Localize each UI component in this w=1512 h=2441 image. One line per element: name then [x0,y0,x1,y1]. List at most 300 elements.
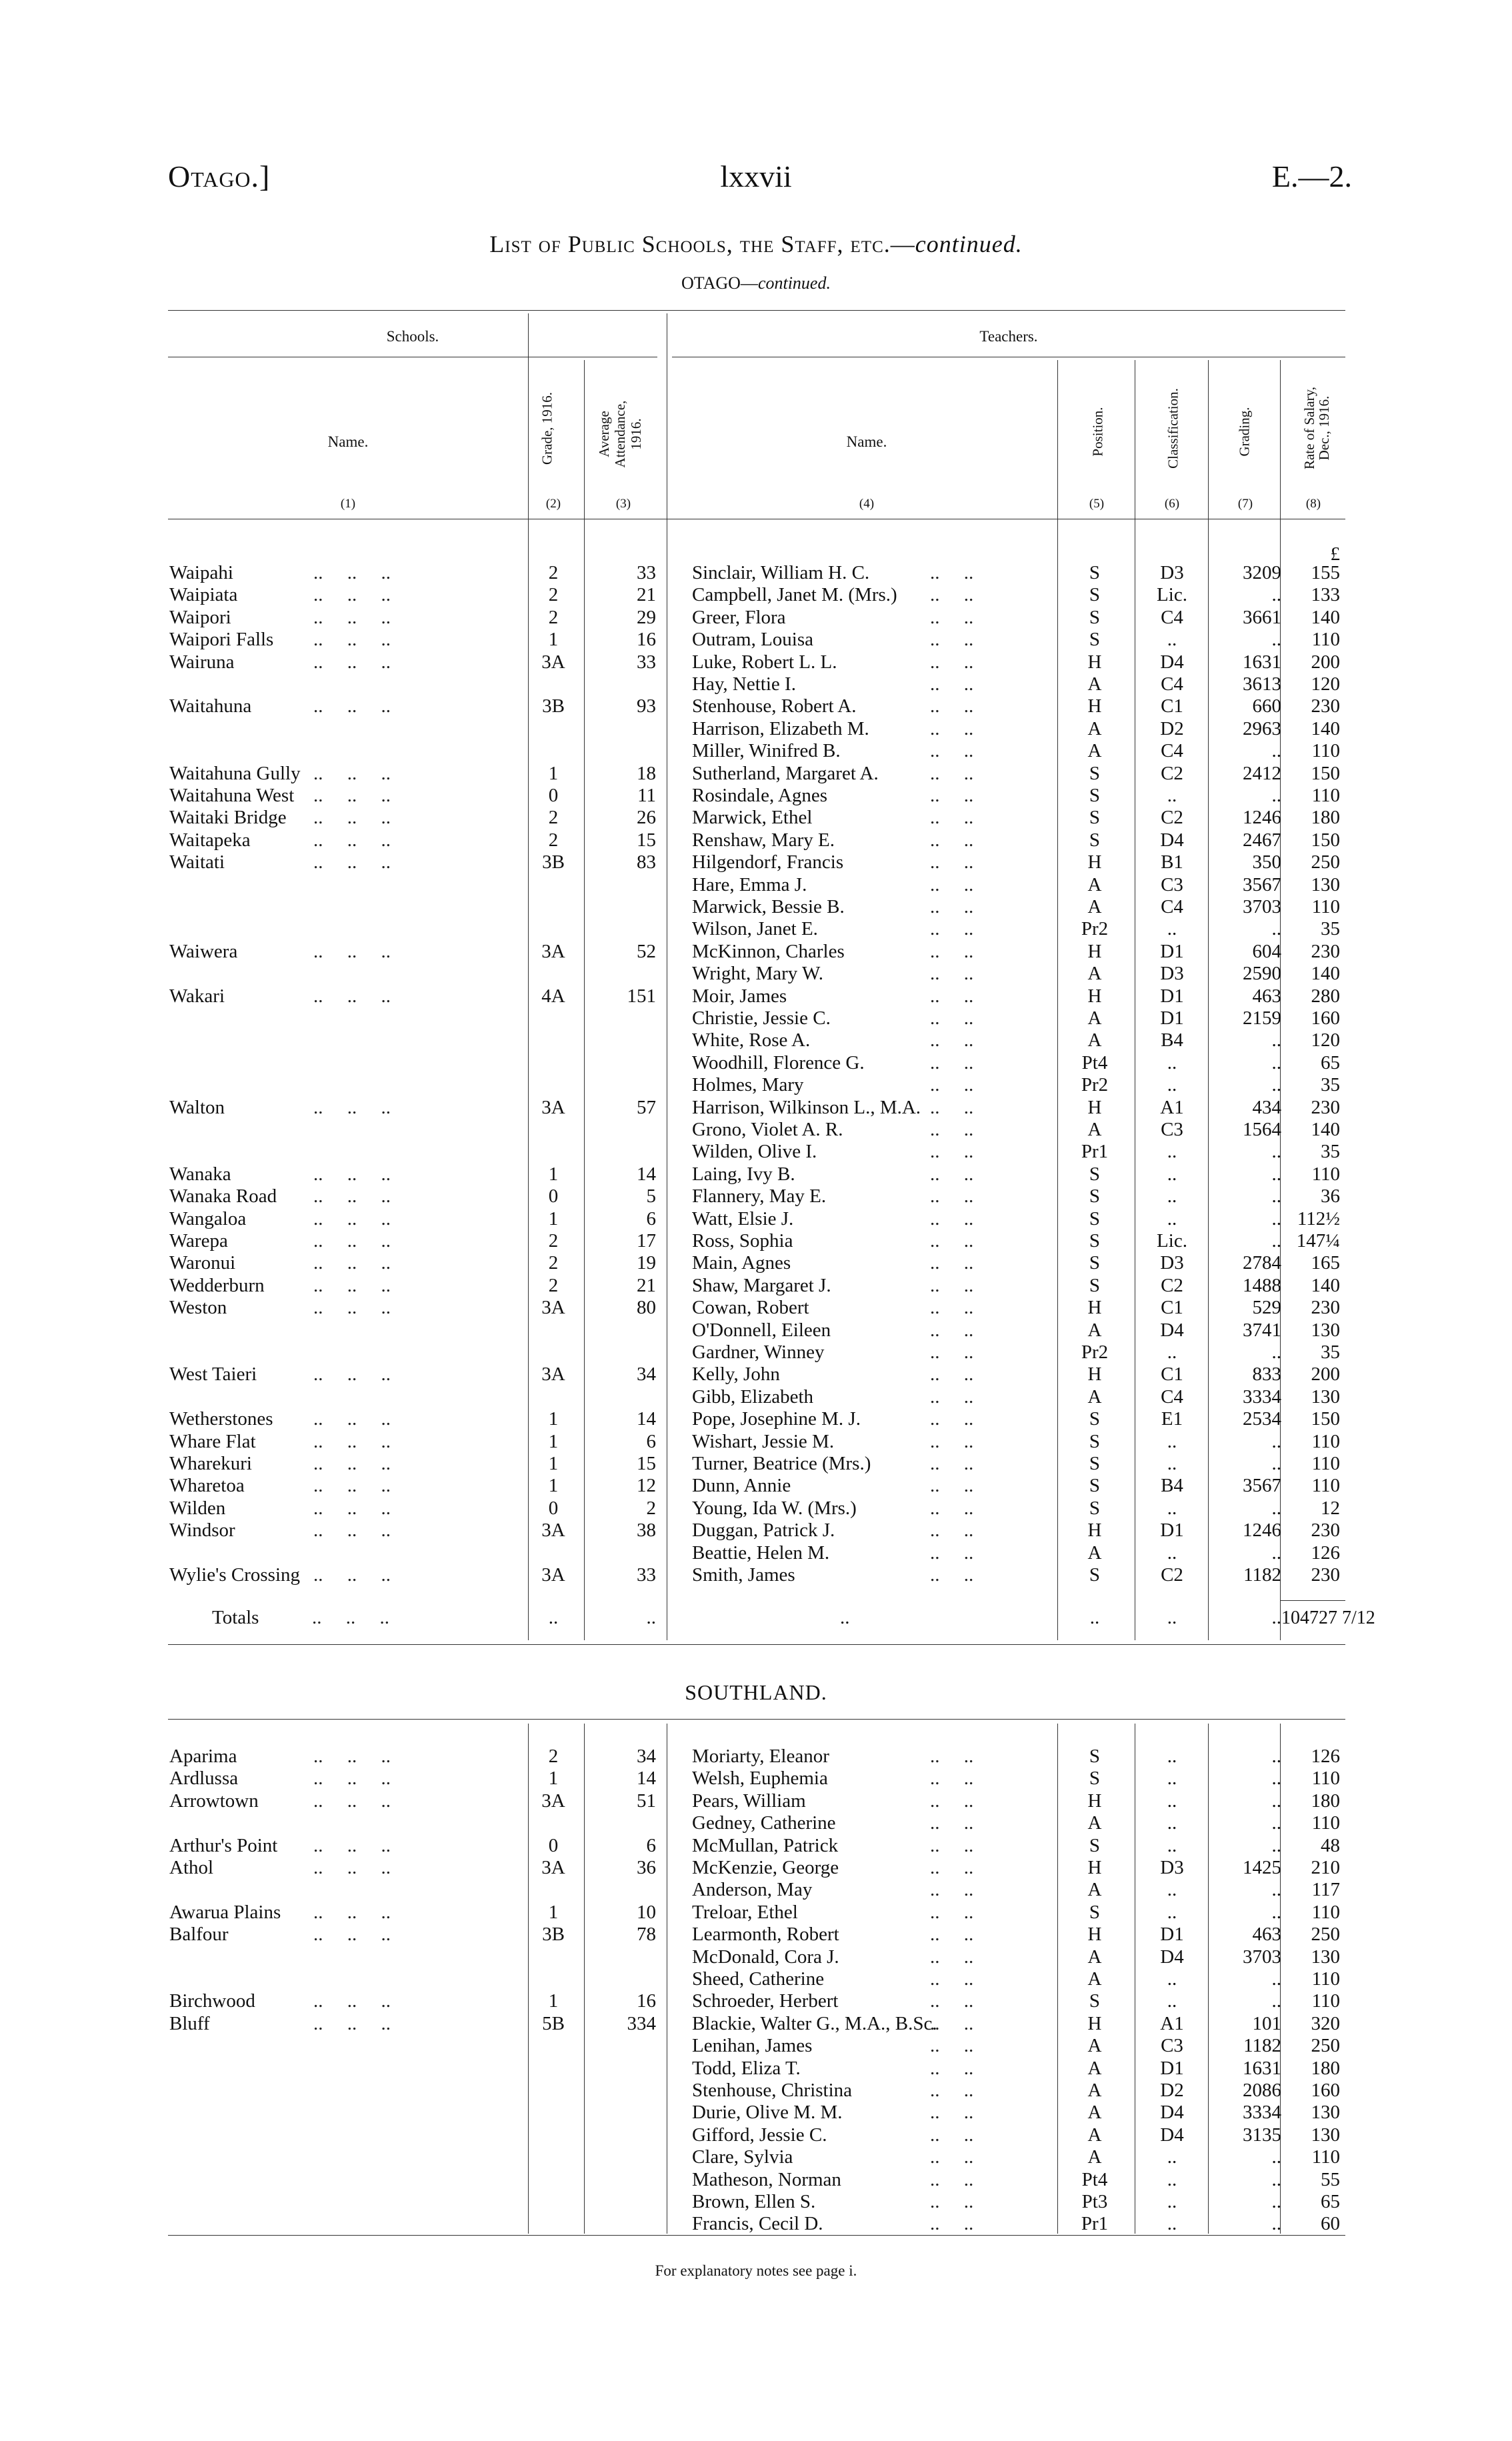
table-row [0,1564,1512,1586]
grade-cell: 2 [548,606,559,628]
teacher-name: Gibb, Elizabeth [692,1386,814,1408]
leader-dots: .. .. .. [313,651,391,673]
salary-cell: 165 [1311,1252,1340,1274]
salary-cell: 130 [1311,1319,1340,1341]
salary-cell: 126 [1311,1542,1340,1564]
leader-dots: .. .. .. [313,829,391,851]
salary-cell: 35 [1321,1074,1340,1096]
table-row [0,1542,1512,1564]
school-name: Warepa [169,1230,228,1252]
school-name: Waipori [169,606,231,628]
classification-cell: .. [1167,1430,1177,1452]
table-row [0,1185,1512,1207]
grading-cell: .. [1271,1790,1281,1812]
grade-cell: 1 [548,1901,559,1923]
salary-cell: 110 [1311,1768,1340,1790]
grading-cell: .. [1271,785,1281,806]
leader-dots: .. .. .. [313,584,391,606]
table-row [0,1520,1512,1542]
grading-cell: 1564 [1243,1119,1281,1140]
salary-cell: 130 [1311,2124,1340,2146]
teacher-name: Marwick, Ethel [692,807,813,829]
salary-cell: 110 [1311,1990,1340,2012]
leader-dots: .. .. [930,1074,974,1096]
grading-cell: 3567 [1243,873,1281,895]
teacher-name: Wright, Mary W. [692,963,823,985]
school-name: Wilden [169,1497,226,1519]
table-row [0,607,1512,629]
table-row [0,985,1512,1007]
position-cell: S [1089,606,1101,628]
teacher-name: Sutherland, Margaret A. [692,762,879,784]
classification-cell: C2 [1161,1564,1183,1586]
leader-dots: .. .. [930,1968,974,1990]
table-row [0,651,1512,673]
teacher-name: Blackie, Walter G., M.A., B.Sc. [692,2012,937,2034]
salary-cell: 133 [1311,584,1340,606]
position-cell: A [1087,673,1102,695]
leader-dots: .. .. [930,1230,974,1252]
school-name: Waronui [169,1252,236,1274]
position-header: Position. [1089,407,1106,457]
grading-cell: 2534 [1243,1408,1281,1430]
leader-dots: .. .. .. [313,1453,391,1474]
leader-dots: .. .. [930,2146,974,2168]
leader-dots: .. .. .. [313,1768,391,1790]
attendance-cell: 21 [637,584,656,606]
classification-cell: .. [1167,1453,1177,1474]
col-num-6: (6) [1164,497,1180,511]
grade-cell: 2 [548,1230,559,1252]
table-row [0,1252,1512,1274]
grading-cell: .. [1271,918,1281,940]
table-row [0,807,1512,829]
position-cell: A [1087,2057,1102,2079]
classification-cell: C3 [1161,1119,1183,1140]
teacher-name: Beattie, Helen M. [692,1542,830,1564]
table-row [0,2058,1512,2080]
teacher-name: Pope, Josephine M. J. [692,1408,861,1430]
teacher-name: Wilson, Janet E. [692,918,818,940]
grade-cell: 1 [548,1163,559,1185]
classification-cell: D4 [1160,2102,1184,2124]
school-name: Waitaki Bridge [169,807,287,829]
leader-dots: .. .. [930,1946,974,1968]
classification-cell: D1 [1160,1007,1184,1029]
attendance-cell: 52 [637,940,656,962]
salary-cell: 55 [1321,2168,1340,2190]
leader-dots: .. .. [930,1857,974,1878]
position-cell: Pt4 [1081,2168,1108,2190]
salary-cell: 110 [1311,740,1340,762]
school-name: West Taieri [169,1364,257,1386]
attendance-cell: 15 [637,829,656,851]
teacher-name: Hilgendorf, Francis [692,851,844,873]
classification-cell: D2 [1160,2080,1184,2101]
position-cell: H [1087,1857,1102,1878]
teacher-name: McKenzie, George [692,1857,839,1878]
attendance-cell: 57 [637,1096,656,1118]
position-cell: S [1089,1408,1101,1430]
table-row [0,2191,1512,2213]
grade-cell: 1 [548,629,559,651]
position-cell: A [1087,740,1102,762]
school-name: Wanaka Road [169,1185,277,1207]
salary-cell: 140 [1311,606,1340,628]
salary-cell: 110 [1311,1968,1340,1990]
southland-top-rule [168,1719,1345,1720]
classification-cell: D1 [1160,940,1184,962]
position-cell: S [1089,1564,1101,1586]
schools-group-header: Schools. [386,328,439,345]
grading-cell: .. [1271,1230,1281,1252]
teacher-name: Wilden, Olive I. [692,1141,817,1163]
leader-dots: .. .. .. [313,1790,391,1812]
salary-cell: 140 [1311,1119,1340,1140]
teacher-name: Duggan, Patrick J. [692,1520,835,1542]
table-row [0,896,1512,918]
col-num-5: (5) [1089,497,1105,511]
table-row [0,1297,1512,1319]
classification-cell: D4 [1160,1946,1184,1968]
leader-dots: .. .. .. [313,629,391,651]
position-cell: A [1087,873,1102,895]
page-title [0,230,1512,258]
classification-cell: A1 [1160,1096,1184,1118]
classification-cell: .. [1167,2191,1177,2212]
grading-header: Grading. [1236,407,1253,457]
leader-dots: .. .. [930,1141,974,1163]
classification-cell: C4 [1161,896,1183,917]
school-name: Waipori Falls [169,629,274,651]
leader-dots: .. .. .. [313,1274,391,1296]
attendance-cell: 10 [637,1901,656,1923]
table-row [0,1007,1512,1029]
leader-dots: .. .. [930,2012,974,2034]
leader-dots: .. .. [930,985,974,1007]
position-cell: S [1089,1768,1101,1790]
col-num-4: (4) [859,497,875,511]
attendance-cell: 38 [637,1520,656,1542]
table-row [0,1835,1512,1857]
position-cell: S [1089,1430,1101,1452]
salary-cell: 110 [1311,1453,1340,1474]
classification-cell: .. [1167,2213,1177,2235]
grade-cell: 3B [542,1924,565,1946]
position-cell: H [1087,851,1102,873]
table-row [0,1386,1512,1408]
salary-cell: 160 [1311,1007,1340,1029]
position-cell: S [1089,785,1101,806]
attendance-cell: 80 [637,1297,656,1319]
classification-cell: C2 [1161,807,1183,829]
leader-dots: .. .. [930,1790,974,1812]
table-row [0,1052,1512,1074]
totals-row [0,1607,1512,1629]
leader-dots: .. .. .. [313,1207,391,1230]
grading-cell: 3613 [1243,673,1281,695]
grading-cell: .. [1271,1901,1281,1923]
position-cell: A [1087,896,1102,917]
grading-cell: .. [1271,740,1281,762]
leader-dots: .. .. [930,1274,974,1296]
teacher-name: Moir, James [692,985,787,1007]
position-cell: S [1089,829,1101,851]
attendance-cell: 83 [637,851,656,873]
position-cell: H [1087,1096,1102,1118]
teacher-name: Clare, Sylvia [692,2146,793,2168]
classification-cell: D3 [1160,963,1184,985]
teacher-name: Flannery, May E. [692,1185,827,1207]
position-cell: S [1089,1901,1101,1923]
salary-cell: 150 [1311,829,1340,851]
teacher-name: Todd, Eliza T. [692,2057,801,2079]
leader-dots: .. .. .. [313,1564,391,1586]
classification-cell: Lic. [1157,584,1187,606]
table-row [0,2080,1512,2102]
leader-dots: .. .. .. [313,1857,391,1878]
position-cell: A [1087,1319,1102,1341]
classification-cell: D1 [1160,2057,1184,2079]
school-name: Bluff [169,2012,210,2034]
attendance-cell: 18 [637,762,656,784]
classification-cell: D3 [1160,1252,1184,1274]
table-row [0,1768,1512,1790]
leader-dots: .. .. .. [313,2012,391,2034]
grade-cell: 2 [548,807,559,829]
teacher-name: Lenihan, James [692,2035,813,2057]
table-row [0,1857,1512,1879]
grade-cell: 3A [541,1790,565,1812]
leader-dots: .. .. [930,1453,974,1474]
position-cell: S [1089,762,1101,784]
school-name: Arthur's Point [169,1834,278,1856]
position-cell: S [1089,1252,1101,1274]
grading-cell: .. [1271,1207,1281,1230]
position-cell: H [1087,695,1102,717]
teacher-name: Wishart, Jessie M. [692,1430,835,1452]
classification-cell: .. [1167,1968,1177,1990]
position-cell: A [1087,1946,1102,1968]
grading-cell: 1425 [1243,1857,1281,1878]
table-row [0,1141,1512,1163]
leader-dots: .. .. [930,1408,974,1430]
totals-rule [1280,1600,1345,1601]
teacher-name: O'Donnell, Eileen [692,1319,831,1341]
grade-cell: 3B [542,851,565,873]
grade-cell: 0 [548,1834,559,1856]
attendance-cell: 33 [637,651,656,673]
grading-cell: 463 [1252,1924,1281,1946]
position-cell: A [1087,1812,1102,1834]
position-cell: Pr2 [1081,1342,1109,1363]
position-cell: S [1089,584,1101,606]
classification-cell: D1 [1160,1924,1184,1946]
classification-cell: .. [1167,1163,1177,1185]
position-cell: S [1089,629,1101,651]
grading-cell: .. [1271,1879,1281,1901]
leader-dots: .. .. .. [313,1497,391,1519]
position-cell: A [1087,1119,1102,1140]
table-row [0,2124,1512,2146]
grade-cell: 3A [541,1564,565,1586]
grading-cell: .. [1271,1430,1281,1452]
leader-dots: .. .. [930,1297,974,1319]
teacher-name: Woodhill, Florence G. [692,1051,865,1073]
school-name: Wylie's Crossing [169,1564,301,1586]
grading-cell: 463 [1252,985,1281,1007]
leader-dots: .. .. [930,2213,974,2235]
totals-label: Totals .. .. .. [212,1607,389,1628]
salary-cell: 180 [1311,807,1340,829]
grade-cell: 1 [548,1990,559,2012]
classification-cell: C4 [1161,606,1183,628]
school-name: Ardlussa [169,1768,239,1790]
grading-cell: .. [1271,1163,1281,1185]
teacher-name: Francis, Cecil D. [692,2213,823,2235]
position-cell: A [1087,2124,1102,2146]
salary-cell: 150 [1311,762,1340,784]
grading-cell: .. [1271,2146,1281,2168]
grade-cell: 0 [548,1497,559,1519]
salary-cell: 150 [1311,1408,1340,1430]
table-row [0,1790,1512,1812]
classification-cell: C4 [1161,740,1183,762]
teacher-name: Miller, Winifred B. [692,740,841,762]
classification-header: Classification. [1165,388,1181,469]
grade-cell: 2 [548,1746,559,1767]
table-row [0,2169,1512,2191]
table-row [0,2213,1512,2235]
leader-dots: .. .. .. [313,1430,391,1452]
position-cell: H [1087,940,1102,962]
salary-cell: 250 [1311,1924,1340,1946]
grading-cell: 3567 [1243,1475,1281,1497]
teacher-name: Outram, Louisa [692,629,814,651]
totals-salary: 104727 7/12 [1281,1608,1375,1628]
table-row [0,1498,1512,1520]
position-cell: H [1087,2012,1102,2034]
col-num-1: (1) [340,497,356,511]
salary-cell: 110 [1311,1163,1340,1185]
school-name: Waipiata [169,584,238,606]
leader-dots: .. .. [930,1096,974,1118]
leader-dots: .. .. .. [313,1185,391,1207]
classification-cell: .. [1167,1790,1177,1812]
attendance-cell: 51 [637,1790,656,1812]
attendance-cell: 34 [637,1364,656,1386]
salary-cell: 110 [1311,1430,1340,1452]
leader-dots: .. .. [930,785,974,806]
teacher-name: Brown, Ellen S. [692,2191,816,2212]
grading-cell: 2412 [1243,762,1281,784]
salary-cell: 200 [1311,1364,1340,1386]
classification-cell: D4 [1160,651,1184,673]
classification-cell: D1 [1160,985,1184,1007]
classification-cell: .. [1167,1074,1177,1096]
teacher-name: Anderson, May [692,1879,813,1901]
classification-cell: B1 [1161,851,1183,873]
position-cell: S [1089,562,1101,583]
classification-cell: D4 [1160,2124,1184,2146]
salary-cell: 250 [1311,2035,1340,2057]
leader-dots: .. .. [930,1564,974,1586]
grading-cell: 434 [1252,1096,1281,1118]
salary-cell: 230 [1311,940,1340,962]
attendance-cell: 78 [637,1924,656,1946]
classification-cell: D4 [1160,829,1184,851]
totals-teacher: .. [840,1607,850,1628]
table-row [0,1902,1512,1924]
school-name: Whare Flat [169,1430,256,1452]
leader-dots: .. .. [930,2168,974,2190]
totals-attendance: .. [646,1607,656,1628]
school-name: Wetherstones [169,1408,273,1430]
grading-cell: 604 [1252,940,1281,962]
salary-header: Rate of Salary, Dec., 1916. [1301,387,1332,470]
grading-cell: 833 [1252,1364,1281,1386]
grading-cell: 1182 [1243,2035,1281,2057]
grade-cell: 0 [548,1185,559,1207]
leader-dots: .. .. .. [313,562,391,583]
table-row [0,1746,1512,1768]
position-cell: A [1087,2035,1102,2057]
table-row [0,1968,1512,1990]
salary-cell: 230 [1311,1297,1340,1319]
grade-cell: 0 [548,785,559,806]
grade-cell: 1 [548,1430,559,1452]
totals-classification: .. [1167,1607,1177,1628]
attendance-cell: 2 [646,1497,656,1519]
grading-cell: .. [1271,584,1281,606]
grading-cell: .. [1271,1453,1281,1474]
attendance-cell: 6 [646,1207,656,1230]
col-num-7: (7) [1237,497,1253,511]
running-head-right: E.—2. [1271,159,1352,193]
salary-cell: 60 [1321,2213,1340,2235]
attendance-cell: 151 [627,985,656,1007]
attendance-cell: 93 [637,695,656,717]
grading-cell: .. [1271,2213,1281,2235]
position-cell: H [1087,1520,1102,1542]
table-row [0,763,1512,785]
teacher-name: Renshaw, Mary E. [692,829,835,851]
leader-dots: .. .. [930,873,974,895]
classification-cell: C4 [1161,673,1183,695]
classification-cell: D4 [1160,1319,1184,1341]
teacher-name: Watt, Elsie J. [692,1207,794,1230]
salary-cell: 35 [1321,1342,1340,1363]
table-row [0,1163,1512,1185]
classification-cell: C1 [1161,1364,1183,1386]
leader-dots: .. .. [930,2057,974,2079]
table-row [0,851,1512,873]
leader-dots: .. .. [930,1924,974,1946]
teacher-name: Stenhouse, Christina [692,2080,853,2101]
table-row [0,2146,1512,2168]
attendance-cell: 14 [637,1408,656,1430]
teacher-name: Marwick, Bessie B. [692,896,845,917]
school-name: Wharekuri [169,1453,252,1474]
classification-cell: .. [1167,1746,1177,1767]
position-cell: A [1087,1386,1102,1408]
teacher-name: Kelly, John [692,1364,780,1386]
position-cell: A [1087,717,1102,739]
classification-cell: .. [1167,1497,1177,1519]
grade-cell: 1 [548,1768,559,1790]
teacher-name: Dunn, Annie [692,1475,791,1497]
grading-cell: .. [1271,1141,1281,1163]
